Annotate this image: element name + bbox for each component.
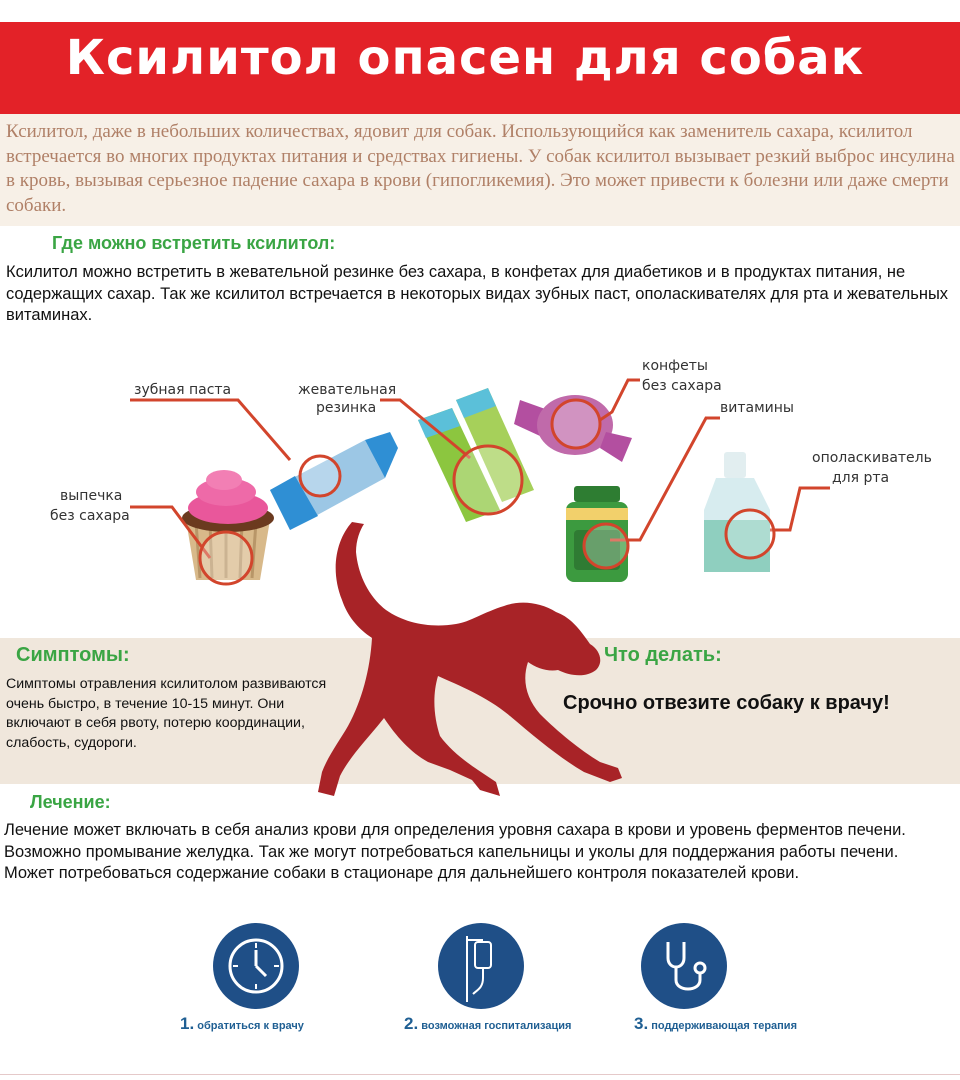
label-baking-line2: без сахара — [50, 508, 130, 524]
label-toothpaste: зубная паста — [134, 382, 232, 398]
step-3-label: поддерживающая терапия — [651, 1020, 797, 1032]
label-mouthwash-line1: ополаскиватель — [812, 450, 932, 466]
divider — [0, 1074, 960, 1075]
clock-icon — [212, 922, 300, 1010]
treatment-text: Лечение может включать в себя анализ крови для определения уровня сахара в крови и уровень ферментов печени. Возможно промывание желудка. Так же могут потребоваться капельницы и уколы для поддержания работы печени. Может потребоваться содержание собаки в стационаре для дальнейшего контроля показателей крови. — [4, 821, 906, 882]
step-3 — [634, 1014, 797, 1034]
symptoms-heading: Симптомы: — [16, 644, 130, 666]
page-title: Ксилитол опасен для собак — [65, 30, 865, 86]
label-vitamins: витамины — [720, 400, 794, 416]
step-3-number: 3. — [634, 1014, 649, 1033]
iv-drip-icon — [437, 922, 525, 1010]
label-gum-line2: резинка — [316, 400, 377, 416]
step-2-number: 2. — [404, 1014, 419, 1033]
todo-text: Срочно отвезите собаку к врачу! — [563, 692, 890, 714]
intro-text: Ксилитол, даже в небольших количествах, ядовит для собак. Использующийся как заменитель сахара, ксилитол встречается во многих продуктах питания и средствах гигиены. У собак ксилитол вызывает резкий выброс инсулина в кровь, вызывая серьезное падение сахара в крови (гипогликемия). Это может привести к болезни или даже смерти собаки. — [6, 121, 955, 216]
step-1 — [180, 1014, 304, 1034]
where-text: Ксилитол можно встретить в жевательной резинке без сахара, в конфетах для диабетиков и в продуктах питания, не содержащих сахар. Так же ксилитол встречается в некоторых видах зубных паст, ополаскивателях для рта и жевательных витаминах. — [6, 263, 949, 324]
step-1-number: 1. — [180, 1014, 195, 1033]
label-candy-line1: конфеты — [642, 358, 708, 374]
where-heading: Где можно встретить ксилитол: — [52, 233, 336, 253]
step-2 — [404, 1014, 571, 1034]
step-1-label: обратиться к врачу — [197, 1020, 304, 1032]
label-baking-line1: выпечка — [60, 488, 123, 504]
stethoscope-icon — [640, 922, 728, 1010]
label-gum-line1: жевательная — [298, 382, 397, 398]
label-mouthwash-line2: для рта — [832, 470, 890, 486]
dog-silhouette-icon — [300, 500, 640, 810]
todo-heading: Что делать: — [604, 644, 722, 666]
step-2-label: возможная госпитализация — [421, 1020, 572, 1032]
symptoms-text: Симптомы отравления ксилитолом развиваются очень быстро, в течение 10-15 минут. Они включают в себя рвоту, потерю координации, слабость, судороги. — [6, 676, 327, 751]
label-candy-line2: без сахара — [642, 378, 722, 394]
treatment-heading: Лечение: — [30, 792, 111, 812]
